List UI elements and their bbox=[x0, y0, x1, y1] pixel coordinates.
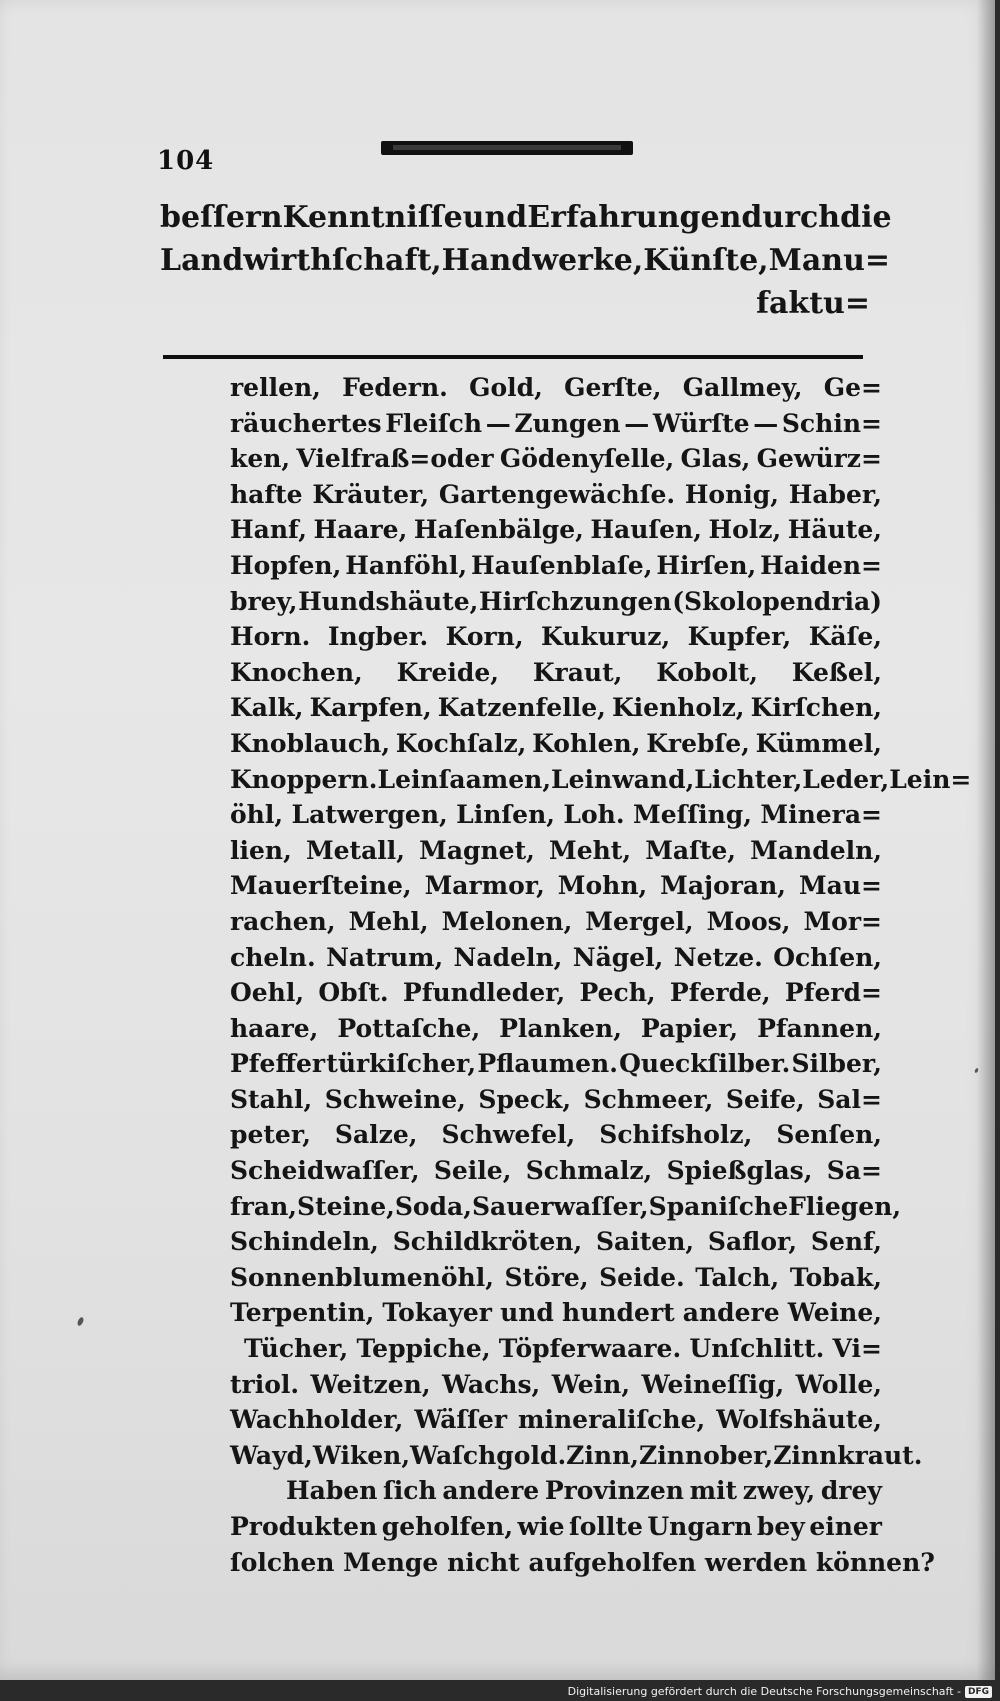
text-line bbox=[230, 797, 882, 833]
word: Linſen, bbox=[456, 800, 555, 830]
word: Mohn, bbox=[557, 871, 648, 901]
text-line bbox=[230, 1545, 935, 1581]
text-line bbox=[230, 904, 882, 940]
digitization-credit bbox=[568, 1685, 992, 1698]
word: Pferd= bbox=[784, 978, 882, 1008]
word: Ochſen, bbox=[773, 942, 882, 972]
text-line bbox=[230, 1402, 882, 1438]
word: Käſe, bbox=[808, 622, 882, 652]
word: Kraut, bbox=[532, 657, 623, 687]
word: und bbox=[462, 200, 528, 235]
word: Zungen bbox=[514, 408, 621, 438]
word: Störe, bbox=[504, 1262, 589, 1292]
word: zwey, bbox=[742, 1476, 816, 1506]
word: Latwergen, bbox=[291, 800, 448, 830]
word: Hirſchzungen bbox=[478, 586, 672, 616]
word: (Skolopendria) bbox=[672, 586, 882, 616]
word: Obſt. bbox=[318, 978, 389, 1008]
text-line bbox=[230, 512, 882, 548]
word: Hanföhl, bbox=[345, 550, 468, 580]
word: triol. bbox=[230, 1369, 300, 1399]
text-line bbox=[230, 1046, 882, 1082]
word: Zinnkraut. bbox=[773, 1440, 923, 1470]
word: Tücher, bbox=[244, 1334, 349, 1364]
word: mineraliſche, bbox=[518, 1405, 706, 1435]
word: Ungarn bbox=[647, 1512, 753, 1541]
word: und bbox=[500, 1298, 554, 1328]
word: geholfen, bbox=[381, 1512, 514, 1541]
word: Haare, bbox=[313, 515, 408, 545]
word: Tobak, bbox=[789, 1262, 882, 1292]
word: wie bbox=[517, 1512, 565, 1541]
word: Terpentin, bbox=[230, 1298, 375, 1328]
word: Tokayer bbox=[382, 1298, 492, 1328]
word: Minera= bbox=[760, 800, 882, 830]
word: Karpfen, bbox=[309, 693, 432, 723]
word: — bbox=[485, 408, 511, 438]
word: Knoppern. bbox=[230, 764, 378, 794]
word: Vi= bbox=[832, 1334, 882, 1364]
word: Planken, bbox=[499, 1013, 622, 1043]
word: Steine, bbox=[297, 1191, 395, 1221]
word: Meht, bbox=[549, 835, 632, 865]
word: Haiden= bbox=[760, 550, 882, 580]
text-line bbox=[230, 868, 882, 904]
word: hundert bbox=[562, 1298, 675, 1328]
page-spine-shadow bbox=[977, 0, 995, 1680]
text-line bbox=[230, 1473, 882, 1509]
text-line bbox=[230, 1153, 882, 1189]
word: Leder, bbox=[802, 764, 890, 794]
word: Honig, bbox=[684, 479, 779, 509]
word: mit bbox=[689, 1476, 738, 1506]
word: Queckſilber. bbox=[619, 1049, 791, 1079]
word: Holz, bbox=[708, 515, 782, 545]
word: Hirſen, bbox=[656, 550, 757, 580]
text-line bbox=[230, 1295, 882, 1331]
text-line bbox=[230, 370, 882, 406]
credit-text: Digitalisierung gefördert durch die Deutsche Forschungsgemeinschaft - bbox=[567, 1685, 961, 1698]
text-line bbox=[230, 1117, 882, 1153]
main-paragraph bbox=[230, 370, 972, 1580]
word: Weine, bbox=[787, 1298, 882, 1328]
word: Spaniſche bbox=[648, 1191, 789, 1221]
word: Netze. bbox=[673, 942, 763, 972]
word: Zinnober, bbox=[638, 1440, 774, 1470]
word: Ingber. bbox=[327, 622, 429, 652]
word: Papier, bbox=[640, 1013, 739, 1043]
word: Spießglas, bbox=[666, 1156, 813, 1186]
word: Kohlen, bbox=[532, 728, 641, 758]
word: Pferde, bbox=[669, 978, 771, 1008]
word: haare, bbox=[230, 1013, 319, 1043]
word: Zinn, bbox=[566, 1440, 639, 1470]
word: Mau= bbox=[798, 871, 882, 901]
word: Schin= bbox=[781, 408, 882, 438]
word: Melonen, bbox=[441, 906, 573, 936]
word: Marmor, bbox=[424, 871, 545, 901]
word: Talch, bbox=[695, 1262, 780, 1292]
word: Kirſchen, bbox=[750, 693, 882, 723]
word: Kukuruz, bbox=[541, 622, 671, 652]
word: Maſte, bbox=[645, 835, 736, 865]
word: Gartengewächſe. bbox=[438, 479, 676, 509]
text-line bbox=[160, 196, 892, 239]
word: Soda, bbox=[394, 1191, 472, 1221]
text-line bbox=[230, 655, 882, 691]
word: Landwirthſchaft, bbox=[160, 243, 442, 278]
word: Kupfer, bbox=[687, 622, 792, 652]
word: räuchertes bbox=[230, 408, 382, 438]
word: peter, bbox=[230, 1120, 311, 1150]
word: türkiſcher, bbox=[326, 1049, 477, 1079]
word: Schifsholz, bbox=[599, 1120, 753, 1150]
word: Provinzen bbox=[544, 1476, 684, 1506]
text-line bbox=[230, 1260, 882, 1296]
word: Kräuter, bbox=[312, 479, 430, 509]
word: Senf, bbox=[810, 1227, 882, 1257]
word: Wayd, bbox=[230, 1440, 313, 1470]
text-line bbox=[230, 1367, 882, 1403]
word: Seife, bbox=[725, 1084, 805, 1114]
word: bey bbox=[756, 1512, 805, 1541]
word: Hundshäute, bbox=[298, 586, 479, 616]
text-line bbox=[230, 406, 882, 442]
paper-speck bbox=[76, 1316, 84, 1326]
word: Stahl, bbox=[230, 1084, 313, 1114]
word: Menge bbox=[343, 1547, 439, 1577]
word: Kobolt, bbox=[656, 657, 758, 687]
word: Moos, bbox=[706, 906, 791, 936]
text-line bbox=[230, 1011, 882, 1047]
word: Senſen, bbox=[776, 1120, 882, 1150]
word: Kochſalz, bbox=[395, 728, 527, 758]
word: können? bbox=[815, 1547, 935, 1577]
word: werden bbox=[704, 1547, 808, 1577]
word: andere bbox=[682, 1298, 780, 1328]
word: Fliegen, bbox=[788, 1191, 902, 1221]
text-line bbox=[230, 1331, 882, 1367]
word: andere bbox=[442, 1476, 540, 1506]
word: Schwefel, bbox=[441, 1120, 576, 1150]
word: Natrum, bbox=[326, 942, 444, 972]
word: beſſern bbox=[160, 200, 283, 235]
word: Scheidwaſſer, bbox=[230, 1156, 420, 1186]
text-line bbox=[230, 441, 882, 477]
word: Salze, bbox=[334, 1120, 418, 1150]
word: Mauerſteine, bbox=[230, 871, 412, 901]
word: Sonnenblumenöhl, bbox=[230, 1262, 494, 1292]
word: Schindeln, bbox=[230, 1227, 379, 1257]
word: durch bbox=[741, 200, 841, 235]
text-line bbox=[230, 690, 882, 726]
text-line bbox=[230, 477, 882, 513]
word: Teppiche, bbox=[356, 1334, 491, 1364]
word: Pfeffer bbox=[230, 1049, 326, 1079]
word: Wein, bbox=[551, 1369, 631, 1399]
word: Majoran, bbox=[660, 871, 787, 901]
word: Produkten bbox=[230, 1512, 378, 1541]
dfg-logo: DFG bbox=[965, 1686, 992, 1698]
word: Pfundleder, bbox=[402, 978, 566, 1008]
word: ken, bbox=[230, 444, 291, 474]
word: einer bbox=[809, 1512, 882, 1541]
word: Gewürz= bbox=[756, 444, 882, 474]
word: Gallmey, bbox=[682, 373, 803, 402]
word: Hauſen, bbox=[590, 515, 702, 545]
word: Horn. bbox=[230, 622, 311, 652]
word: Kenntniſſe bbox=[282, 200, 463, 235]
word: Sal= bbox=[817, 1084, 882, 1114]
word: — bbox=[624, 408, 650, 438]
word: Knochen, bbox=[230, 657, 363, 687]
word: Nadeln, bbox=[453, 942, 563, 972]
text-line bbox=[230, 619, 882, 655]
word: Schmeer, bbox=[583, 1084, 714, 1114]
word: Saflor, bbox=[707, 1227, 798, 1257]
word: Pflaumen. bbox=[477, 1049, 618, 1079]
word: Keßel, bbox=[791, 657, 882, 687]
word: Korn, bbox=[445, 622, 524, 652]
word: Töpferwaare. bbox=[498, 1334, 682, 1364]
word: Häute, bbox=[787, 515, 882, 545]
word: Glas, bbox=[680, 444, 751, 474]
word: ſich bbox=[383, 1476, 437, 1506]
word: Fleiſch bbox=[385, 408, 483, 438]
word: ſollte bbox=[568, 1512, 643, 1541]
word: Handwerke, bbox=[441, 243, 644, 278]
word: Silber, bbox=[791, 1049, 882, 1079]
word: Nägel, bbox=[572, 942, 664, 972]
word: Haſenbälge, bbox=[413, 515, 584, 545]
word: Schildkröten, bbox=[392, 1227, 583, 1257]
word: brey, bbox=[230, 586, 298, 616]
word: öhl, bbox=[230, 800, 284, 830]
word: Speck, bbox=[478, 1084, 572, 1114]
page-number: 104 bbox=[157, 146, 215, 176]
word: Kreide, bbox=[396, 657, 499, 687]
word: Kienholz, bbox=[611, 693, 745, 723]
text-line bbox=[230, 584, 882, 620]
word: Leinſaamen,Leinwand, bbox=[377, 764, 695, 794]
word: rachen, bbox=[230, 906, 336, 936]
word: lien, bbox=[230, 835, 292, 865]
word: Unſchlitt. bbox=[689, 1334, 825, 1364]
word: Mehl, bbox=[348, 906, 429, 936]
text-line bbox=[160, 282, 870, 325]
text-line bbox=[230, 975, 882, 1011]
word: Saiten, bbox=[595, 1227, 695, 1257]
divider-rule bbox=[163, 355, 863, 359]
word: Lichter, bbox=[694, 764, 803, 794]
word: Ge= bbox=[823, 373, 882, 402]
word: — bbox=[753, 408, 779, 438]
word: Würſte bbox=[652, 408, 750, 438]
text-line bbox=[230, 1189, 902, 1225]
word: Meſſing, bbox=[633, 800, 752, 830]
word: Hopfen, bbox=[230, 550, 342, 580]
text-line bbox=[230, 548, 882, 584]
word: Weineſſig, bbox=[641, 1369, 785, 1399]
word: die bbox=[840, 200, 892, 235]
word: Künſte, bbox=[643, 243, 769, 278]
word: Sa= bbox=[826, 1156, 882, 1186]
word: Gold, bbox=[469, 373, 543, 402]
top-paragraph bbox=[160, 196, 892, 325]
text-line bbox=[230, 726, 882, 762]
text-line bbox=[160, 239, 891, 282]
text-line bbox=[230, 1082, 882, 1118]
word: Loh. bbox=[563, 800, 625, 830]
word: drey bbox=[820, 1476, 882, 1506]
word: Wolfshäute, bbox=[716, 1405, 882, 1435]
word: Pottaſche, bbox=[337, 1013, 481, 1043]
word: Wiken,Waſchgold. bbox=[312, 1440, 567, 1470]
word: rellen, bbox=[230, 373, 321, 402]
text-line bbox=[230, 1224, 882, 1260]
word: Haber, bbox=[788, 479, 882, 509]
word: Weitzen, bbox=[310, 1369, 431, 1399]
text-line bbox=[230, 940, 882, 976]
text-line bbox=[230, 1509, 882, 1545]
word: faktu= bbox=[756, 286, 870, 321]
word: Krebſe, bbox=[646, 728, 750, 758]
word: Mor= bbox=[803, 906, 882, 936]
word: Katzenfelle, bbox=[437, 693, 606, 723]
word: Wachholder, bbox=[230, 1405, 404, 1435]
word: fran, bbox=[230, 1191, 298, 1221]
word: Schmalz, bbox=[525, 1156, 653, 1186]
word: Seide. bbox=[599, 1262, 685, 1292]
word: Seile, bbox=[433, 1156, 512, 1186]
word: Mandeln, bbox=[750, 835, 882, 865]
word: Federn. bbox=[342, 373, 448, 402]
word: hafte bbox=[230, 479, 303, 509]
word: Metall, bbox=[305, 835, 405, 865]
word: Wachs, bbox=[441, 1369, 541, 1399]
header-ornament bbox=[381, 141, 633, 155]
word: Knoblauch, bbox=[230, 728, 391, 758]
word: Gerſte, bbox=[564, 373, 662, 402]
word: Magnet, bbox=[419, 835, 535, 865]
word: Vielfraß=oder bbox=[296, 444, 494, 474]
word: Manu= bbox=[768, 243, 891, 278]
word: nicht bbox=[447, 1547, 520, 1577]
word: ſolchen bbox=[230, 1547, 335, 1577]
word: Gödenyſelle, bbox=[499, 444, 675, 474]
word: Sauerwaſſer, bbox=[471, 1191, 649, 1221]
word: Wolle, bbox=[795, 1369, 882, 1399]
word: Pfannen, bbox=[757, 1013, 882, 1043]
word: Lein= bbox=[889, 764, 972, 794]
text-line bbox=[230, 1438, 923, 1474]
word: Hanf, bbox=[230, 515, 307, 545]
word: Wäſſer bbox=[414, 1405, 508, 1435]
word: Schweine, bbox=[324, 1084, 466, 1114]
word: cheln. bbox=[230, 942, 316, 972]
word: aufgeholfen bbox=[528, 1547, 697, 1577]
word: Erfahrungen bbox=[527, 200, 742, 235]
text-line bbox=[230, 833, 882, 869]
text-line bbox=[230, 762, 972, 798]
word: Kalk, bbox=[230, 693, 304, 723]
word: Oehl, bbox=[230, 978, 305, 1008]
word: Pech, bbox=[579, 978, 656, 1008]
word: Mergel, bbox=[585, 906, 694, 936]
word: Haben bbox=[286, 1476, 378, 1506]
word: Hauſenblaſe, bbox=[471, 550, 653, 580]
word: Kümmel, bbox=[755, 728, 882, 758]
